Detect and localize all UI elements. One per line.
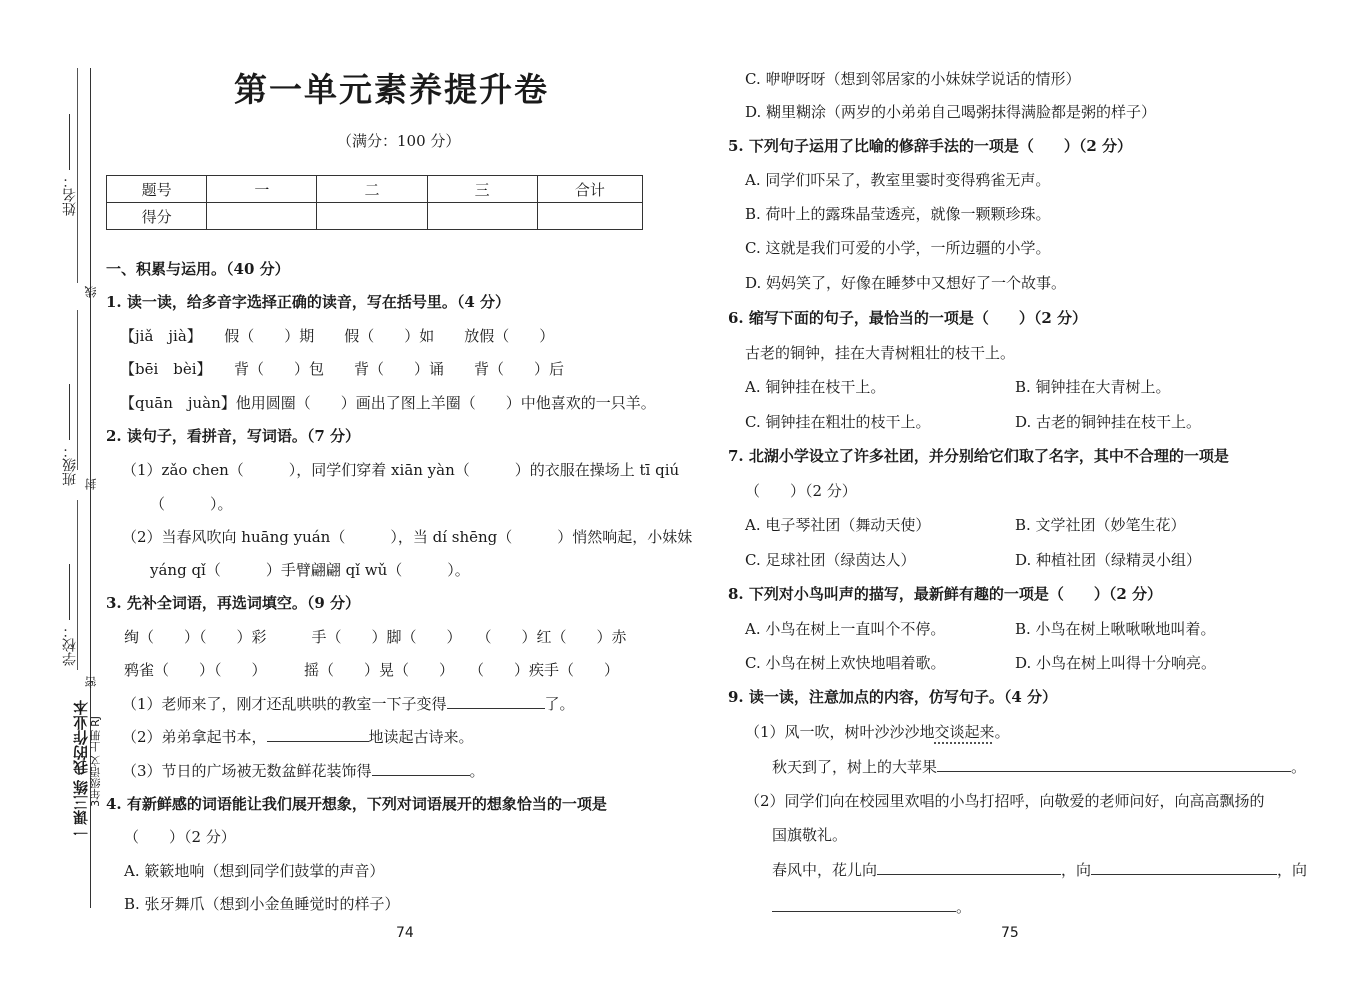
q6-option-a: A. 铜钟挂在枝干上。	[745, 378, 886, 396]
q2-line: （1）zǎo chen（ ），同学们穿着 xiān yàn（ ）的衣服在操场上 tī qiú	[122, 461, 680, 479]
q7-option-d: D. 种植社团（绿精灵小组）	[1015, 551, 1202, 569]
score-header-cell: 三	[427, 176, 537, 203]
q7-option-c: C. 足球社团（绿茵达人）	[745, 551, 916, 569]
q1-stem: 1. 读一读，给多音字选择正确的读音，写在括号里。（4 分）	[106, 293, 511, 311]
q9-line-2	[772, 756, 1306, 777]
answer-blank[interactable]	[372, 761, 470, 776]
q9-l2-end: 。	[1291, 758, 1307, 776]
q6-option-d: D. 古老的铜钟挂在枝干上。	[1015, 413, 1202, 431]
score-table	[106, 175, 643, 230]
q9-line-4: 国旗敬礼。	[772, 826, 848, 844]
q4-stem: 4. 有新鲜感的词语能让我们展开想象，下列对词语展开的想象恰当的一项是	[106, 795, 607, 813]
q8-stem: 8. 下列对小鸟叫声的描写，最新鲜有趣的一项是（ ）（2 分）	[728, 585, 1163, 603]
page-subtitle: （满分：100 分）	[337, 132, 461, 150]
q2-line: yáng qǐ（ ）手臂翩翩 qǐ wǔ（ ）。	[150, 561, 470, 579]
q3-s2-text: （2）弟弟拿起书本，	[122, 728, 267, 746]
cut-mark-feng: 封	[84, 478, 98, 490]
q9-l6-end: 。	[956, 898, 972, 916]
q8-option-d: D. 小鸟在树上叫得十分响亮。	[1015, 654, 1217, 672]
q5-option-b: B. 荷叶上的露珠晶莹透亮，就像一颗颗珍珠。	[745, 205, 1051, 223]
q8-option-a: A. 小鸟在树上一直叫个不停。	[745, 620, 946, 638]
score-header-cell: 题号	[107, 176, 207, 203]
class-label: 班级：	[62, 444, 78, 486]
answer-blank[interactable]	[937, 757, 1291, 772]
brand-subtitle: 3年级语文 上册 RJ	[89, 716, 102, 807]
q3-sentence	[122, 726, 474, 747]
answer-blank[interactable]	[267, 727, 369, 742]
q3-sentence	[122, 693, 575, 714]
page-number-right: 75	[1001, 925, 1019, 941]
score-table-row	[107, 203, 643, 230]
q9-emphasis-text: 交谈起来	[934, 723, 995, 741]
q4-option-d: D. 糊里糊涂（两岁的小弟弟自己喝粥抹得满脸都是粥的样子）	[745, 103, 1157, 121]
q7-stem: 7. 北湖小学设立了许多社团，并分别给它们取了名字，其中不合理的一项是	[728, 447, 1229, 465]
q6-sentence: 古老的铜钟，挂在大青树粗壮的枝干上。	[745, 344, 1016, 362]
page-number-left: 74	[396, 925, 414, 941]
q2-line: （ ）。	[150, 495, 233, 513]
q5-option-c: C. 这就是我们可爱的小学，一所边疆的小学。	[745, 239, 1051, 257]
answer-blank[interactable]	[1091, 860, 1277, 875]
page-title: 第一单元素养提升卷	[234, 70, 549, 109]
q3-words: 鸦雀（ ）（ ） 摇（ ）晃（ ） （ ）疾手（ ）	[124, 661, 620, 679]
q3-s3-text: （3）节日的广场被无数盆鲜花装饰得	[122, 762, 372, 780]
q6-stem: 6. 缩写下面的句子，最恰当的一项是（ ）（2 分）	[728, 309, 1088, 327]
q9-l5-mid: ，向	[1061, 861, 1092, 879]
q4-stem-cont: （ ）（2 分）	[124, 828, 236, 846]
q7-option-b: B. 文学社团（妙笔生花）	[1015, 516, 1186, 534]
cut-mark-xian: 线	[84, 286, 98, 298]
q3-s3-end: 。	[469, 762, 485, 780]
answer-blank[interactable]	[877, 860, 1061, 875]
q9-line-3: （2）同学们向在校园里欢唱的小鸟打招呼，向敬爱的老师问好，向高高飘扬的	[745, 792, 1265, 810]
q3-words: 绚（ ）（ ）彩 手（ ）脚（ ） （ ）红（ ）赤	[124, 628, 627, 646]
q9-l5-end: ，向	[1277, 861, 1308, 879]
q4-option-c: C. 咿咿呀呀（想到邻居家的小妹妹学说话的情形）	[745, 70, 1081, 88]
q7-option-a: A. 电子琴社团（舞动天使）	[745, 516, 931, 534]
q5-stem: 5. 下列句子运用了比喻的修辞手法的一项是（ ）（2 分）	[728, 137, 1133, 155]
q9-line-6	[772, 896, 971, 917]
q2-stem: 2. 读句子，看拼音，写词语。（7 分）	[106, 427, 361, 445]
q6-option-b: B. 铜钟挂在大青树上。	[1015, 378, 1171, 396]
q1-row: 【bēi bèi】 背（ ）包 背（ ）诵 背（ ）后	[120, 360, 565, 378]
score-row-label: 得分	[107, 203, 207, 230]
brand-logo: 一课三练 我的作业本	[72, 700, 90, 841]
name-field[interactable]	[60, 110, 80, 216]
score-cell[interactable]	[427, 203, 537, 230]
q5-option-d: D. 妈妈笑了，好像在睡梦中又想好了一个故事。	[745, 274, 1067, 292]
q9-l5-text: 春风中，花儿向	[772, 861, 878, 879]
q3-sentence	[122, 760, 485, 781]
q1-row: 【quān juàn】他用圆圈（ ）画出了图上羊圈（ ）中他喜欢的一只羊。	[120, 394, 656, 412]
score-header-cell: 合计	[537, 176, 642, 203]
score-cell[interactable]	[317, 203, 427, 230]
class-field[interactable]	[60, 380, 80, 486]
q3-stem: 3. 先补全词语，再选词填空。（9 分）	[106, 594, 361, 612]
q3-s2-end: 地读起古诗来。	[368, 728, 474, 746]
q2-line: （2）当春风吹向 huāng yuán（ ），当 dí shēng（ ）悄然响起，小妹妹	[122, 528, 693, 546]
q6-option-c: C. 铜钟挂在粗壮的枝干上。	[745, 413, 931, 431]
score-header-cell: 一	[207, 176, 317, 203]
score-header-cell: 二	[317, 176, 427, 203]
school-field[interactable]	[60, 560, 80, 666]
q7-stem-cont: （ ）（2 分）	[745, 482, 857, 500]
cut-mark-mi: 密	[84, 676, 98, 688]
q3-s1-end: 了。	[544, 695, 575, 713]
q5-option-a: A. 同学们吓呆了，教室里霎时变得鸦雀无声。	[745, 171, 1051, 189]
name-label: 姓名：	[62, 174, 78, 216]
q4-option-b: B. 张牙舞爪（想到小金鱼睡觉时的样子）	[124, 895, 400, 913]
q9-stem: 9. 读一读，注意加点的内容，仿写句子。（4 分）	[728, 688, 1058, 706]
q3-s1-text: （1）老师来了，刚才还乱哄哄的教室一下子变得	[122, 695, 447, 713]
q8-option-c: C. 小鸟在树上欢快地唱着歌。	[745, 654, 946, 672]
q9-line-1	[745, 721, 1010, 742]
q9-l1-end: 。	[994, 723, 1010, 741]
q9-l2-text: 秋天到了，树上的大苹果	[772, 758, 938, 776]
q9-line-5	[772, 859, 1307, 880]
section-heading: 一、积累与运用。（40 分）	[106, 260, 290, 278]
q1-row: 【jiǎ jià】 假（ ）期 假（ ）如 放假（ ）	[120, 327, 555, 345]
school-label: 学校：	[62, 624, 78, 666]
score-table-header-row	[107, 176, 643, 203]
q8-option-b: B. 小鸟在树上啾啾啾地叫着。	[1015, 620, 1216, 638]
answer-blank[interactable]	[772, 897, 956, 912]
q4-option-a: A. 簌簌地响（想到同学们鼓掌的声音）	[124, 862, 385, 880]
q9-l1-text: （1）风一吹，树叶沙沙沙地	[745, 723, 935, 741]
score-cell[interactable]	[537, 203, 642, 230]
answer-blank[interactable]	[447, 694, 545, 709]
score-cell[interactable]	[207, 203, 317, 230]
